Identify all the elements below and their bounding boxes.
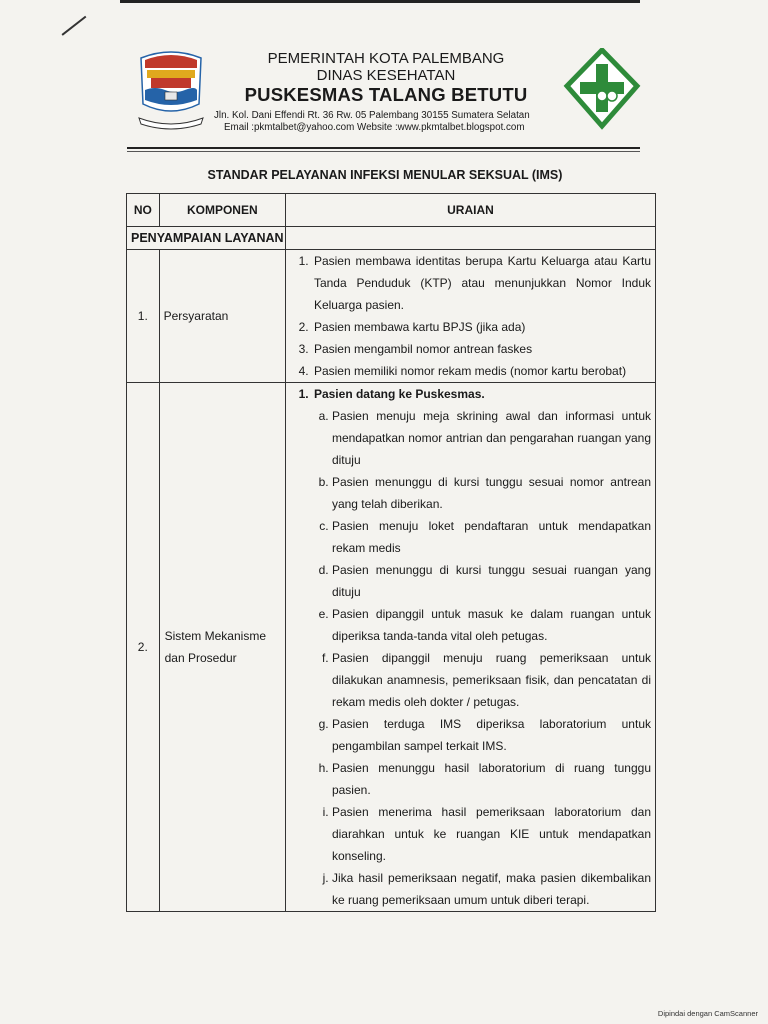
section-empty [285,227,655,250]
list-item: g. Pasien terduga IMS diperiksa laboratorium untuk pengambilan sampel terkait IMS. [332,713,651,757]
puskesmas-logo-icon [563,48,641,130]
list-item: c. Pasien menuju loket pendaftaran untuk mendapatkan rekam medis [332,515,651,559]
row-komponen: Persyaratan [159,250,285,383]
header-uraian: URAIAN [285,194,655,227]
header-rule [127,147,640,149]
list-item: j. Jika hasil pemeriksaan negatif, maka pasien dikembalikan ke ruang pemeriksaan umum untuk diberi terapi. [332,867,651,911]
pen-mark [62,16,87,36]
list-item: 2. Pasien membawa kartu BPJS (jika ada) [312,316,651,338]
list-item: f. Pasien dipanggil menuju ruang pemeriksaan untuk dilakukan anamnesis, pemeriksaan fisik, dan pencatatan di rekam medis oleh dokter / petugas. [332,647,651,713]
procedure-heading: Pasien datang ke Puskesmas. [313,387,485,401]
row-komponen: Sistem Mekanisme dan Prosedur [159,383,285,912]
letterhead [206,50,566,106]
table-row [127,250,656,383]
list-item: 3. Pasien mengambil nomor antrean faskes [312,338,651,360]
list-item [312,383,651,405]
letterhead-title: PUSKESMAS TALANG BETUTU [244,84,528,105]
letterhead-line2: DINAS KESEHATAN [316,67,456,84]
header-rule-thin [127,151,640,152]
list-item: d. Pasien menunggu di kursi tunggu sesuai ruangan yang dituju [332,559,651,603]
row-uraian [285,383,655,912]
table-row [127,383,656,912]
list-item: 1. Pasien membawa identitas berupa Kartu Keluarga atau Kartu Tanda Penduduk (KTP) atau menunjukkan Nomor Induk Keluarga pasien. [312,250,651,316]
document-title: STANDAR PELAYANAN INFEKSI MENULAR SEKSUAL (IMS) [207,168,563,182]
address: Jln. Kol. Dani Effendi Rt. 36 Rw. 05 Palembang 30155 Sumatera Selatan [214,110,530,121]
procedure-steps [290,405,651,911]
letterhead-address-block [214,110,574,134]
letterhead-line1: PEMERINTAH KOTA PALEMBANG [267,50,505,67]
list-item: 4. Pasien memiliki nomor rekam medis (nomor kartu berobat) [312,360,651,382]
row-no: 2. [127,383,160,912]
section-label: PENYAMPAIAN LAYANAN [127,227,286,250]
table-header-row [127,194,656,227]
list-item: a. Pasien menuju meja skrining awal dan informasi untuk mendapatkan nomor antrian dan pengarahan ruangan yang dituju [332,405,651,471]
list-item: e. Pasien dipanggil untuk masuk ke dalam ruangan untuk diperiksa tanda-tanda vital oleh petugas. [332,603,651,647]
contact: Email :pkmtalbet@yahoo.com Website :www.pkmtalbet.blogspot.com [224,122,525,133]
header-komponen: KOMPONEN [159,194,285,227]
header-no: NO [127,194,160,227]
row-no: 1. [127,250,160,383]
section-row [127,227,656,250]
row-uraian [285,250,655,383]
list-item: i. Pasien menerima hasil pemeriksaan laboratorium dan diarahkan untuk ke ruangan KIE untuk mendapatkan konseling. [332,801,651,867]
procedure-list [290,383,651,405]
scanner-watermark: Dipindai dengan CamScanner [657,1009,758,1018]
service-standard-table [126,193,656,912]
list-item: b. Pasien menunggu di kursi tunggu sesuai nomor antrean yang telah diberikan. [332,471,651,515]
city-emblem-icon [135,44,207,136]
requirements-list [290,250,651,382]
list-item: h. Pasien menunggu hasil laboratorium di ruang tunggu pasien. [332,757,651,801]
scan-top-edge [120,0,640,3]
